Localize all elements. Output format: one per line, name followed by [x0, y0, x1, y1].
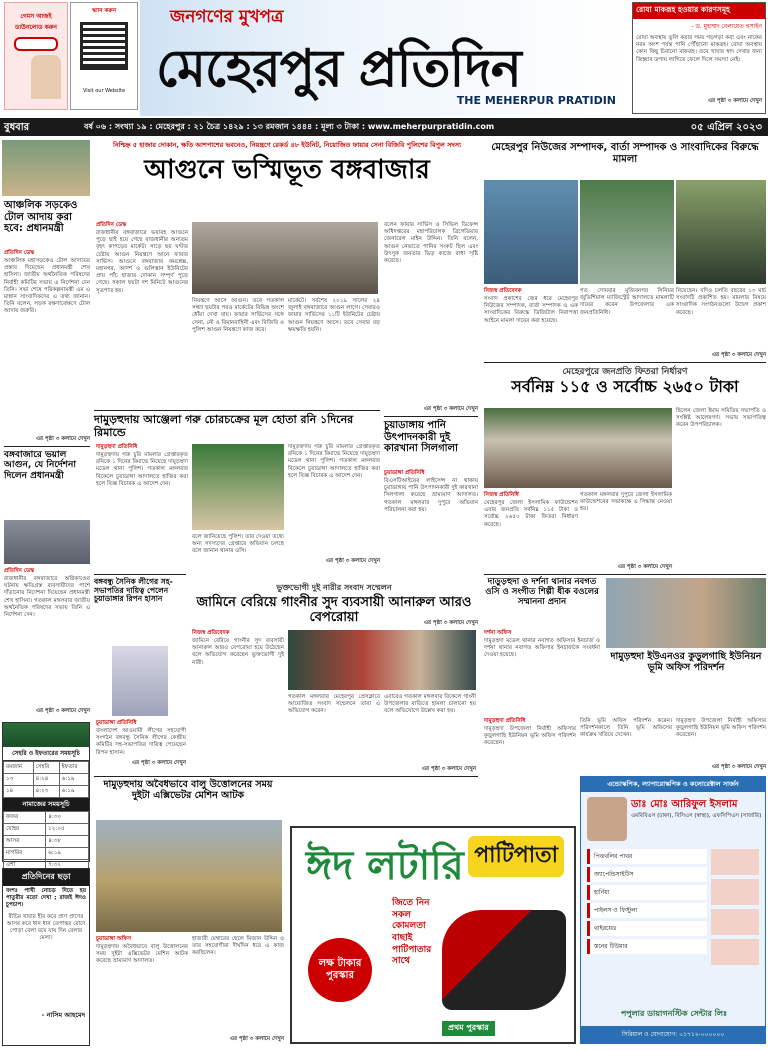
case-text-1: সংবাদ প্রকাশের জের ধরে মেহেরপুর নিউজের সম্পাদক, বার্তা সম্পাদক ও এক সাংবাদিকের বিরুদ্ধে ডিজিটাল নিরাপত্তা আইনে মামলা দায়ের করা হয়েছে।	[484, 296, 578, 324]
doctor-ad[interactable]	[580, 776, 766, 1044]
left-text-1: আঞ্চলিক মহাসড়কেও টোল আদায়ের প্রস্তাব দিয়েছেন প্রধানমন্ত্রী শেখ হাসিনা। জাতীয় অর্থনৈতিক পরিষদের নির্বাহী কমিটির সভায় এ নির্দেশনা দেন তিনি। সভা শেষে পরিকল্পনামন্ত্রী এম এ মান্নান সাংবাদিকদের এ তথ্য জানান। তিনি বলেন, সড়ক রক্ষণাবেক্ষণে টোল আদায় জরুরি।	[4, 258, 90, 315]
victims-kicker: ভুক্তভোগী দুই নারীর সংবাদ সম্মেলন	[276, 583, 392, 592]
victims-text-3: এবারেও গতকাল মঙ্গলবার বিকেলে গাংনী উপজেলার বাড়িতে হামলা চালানো হয় বলে অভিযোগে উল্লেখ করা হয়।	[384, 694, 476, 715]
fitra-cont[interactable]: এর পৃষ্ঠা ৩ কলামে দেখুন	[617, 564, 672, 570]
namaz-cell: ফজর	[4, 812, 46, 824]
date-bar	[0, 118, 768, 136]
prize-badge	[308, 938, 372, 1002]
divider-sand	[94, 776, 478, 777]
land-text-3: দামুড়হুদা উপজেলা নির্বাহী অফিসার কুড়ুলগাছি ইউনিয়ন ভূমি অফিস পরিদর্শন করেছেন।	[676, 718, 766, 739]
fitra-byline: নিজস্ব প্রতিনিধি	[484, 492, 519, 498]
ramadan-table	[3, 761, 89, 798]
side-column	[632, 2, 766, 114]
app-promo-line1: গেমস আজই	[20, 13, 52, 20]
sand-text-2: হাজারী মেম্বারের ছেলে মিজান উদ্দিন ও তার সহযোগীরা দীর্ঘদিন ধরে এ কাজ করছিলেন।	[192, 936, 284, 957]
victims-text: জামিনে বেরিয়ে গাংনীর সুদ ব্যবসায়ী আনারুল আরও বেপরোয়া হয়ে উঠেছেন বলে অভিযোগ করেছেন ভুক্তভোগী দুই নারী।	[192, 638, 284, 666]
fitra-kicker: মেহেরপুরে জনপ্রতি ফিতরা নির্ধারণ	[562, 367, 688, 377]
qr-box[interactable]	[70, 2, 138, 110]
left-byline-2: প্রতিদিন ডেস্ক	[4, 568, 35, 574]
damur-headline[interactable]: দামুড়হুদায় আঞ্জেলা গরু চোরচক্রের মূল হোতা রনি ১দিনের রিমান্ডে	[94, 413, 354, 439]
divider-damur	[94, 410, 380, 411]
left-byline-1: প্রতিদিন ডেস্ক	[4, 250, 35, 256]
namaz-cell: যোহর	[4, 824, 46, 836]
bmsp-text: বাংলাদেশ আওয়ামী লীগের সহযোগী সংগঠন বঙ্গবন্ধু সৈনিক লীগের কেন্দ্রীয় কমিটির সহ-সভাপতির দায়িত্ব পেয়েছেন রিপন হাসান।	[96, 728, 186, 756]
fitra-meeting-photo	[484, 408, 672, 488]
editor-photo-2	[580, 180, 674, 284]
namaz-cell: ৪:৩০	[46, 812, 89, 824]
sand-cont[interactable]: এর পৃষ্ঠা ৩ কলামে দেখুন	[229, 1036, 284, 1042]
ramadan-box	[2, 722, 90, 868]
namaz-cell: ৭:৩২	[46, 860, 89, 872]
damur-text-3: দামুড়হুদায় গরু চুরি মামলার গ্রেপ্তারকৃত রনিকে ১ দিনের রিমান্ডে নিয়েছে দামুড়হুদা মডেল থানা পুলিশ। গতকাল মঙ্গলবার বিকেলে চুয়াডাঙ্গা আদালতে হাজির করা হলে বিজ্ঞ বিচারক এ আদেশ দেন।	[288, 444, 380, 479]
ramadan-cell: ১৩	[4, 774, 34, 786]
eid-title: ঈদ লটারি	[306, 843, 464, 889]
rape-byline: দর্শনা অফিস	[484, 630, 512, 636]
motorcycle-icon	[442, 910, 566, 1010]
divider-chuadanga	[384, 416, 478, 417]
doctor-photo	[587, 797, 627, 841]
rape-text: দামুড়হুদা মডেল থানার নবাগত অফিসার ইনচার্জ ও দর্শনা থানার নবাগত অফিসার ইনচার্জকে সংবর্ধনা দেওয়া হয়েছে।	[484, 638, 600, 659]
doc-item: হার্নিয়া	[587, 885, 707, 900]
case-headline[interactable]: মেহেরপুর নিউজের সম্পাদক, বার্তা সম্পাদক ও সাংবাদিকের বিরুদ্ধে মামলা	[491, 142, 759, 165]
masthead-title-en: THE MEHERPUR PRATIDIN	[456, 94, 616, 107]
case-cont[interactable]: এর পৃষ্ঠা ৩ কলামে দেখুন	[711, 352, 766, 358]
qr-code-icon	[80, 22, 128, 70]
bmsp-cont[interactable]: এর পৃষ্ঠা ৩ কলামে দেখুন	[131, 760, 186, 766]
accused-photo	[192, 444, 284, 530]
damur-text-2: বলে জানিয়েছে পুলিশ। তার দেওয়া তথ্যে অন্য সদস্যদের গ্রেপ্তারে অভিযান চলছে বলে জানান থানার ওসি।	[192, 534, 284, 555]
qr-caption: স্ক্যান করুন	[91, 8, 117, 14]
damur-byline: দামুড়হুদা প্রতিনিধি	[96, 444, 138, 450]
lead-text-4: বলেন ফায়ার সার্ভিস ও সিভিল ডিফেন্স অধিদপ্তরের মহাপরিচালক ব্রিগেডিয়ার জেনারেল মাইন উদ্দিন। তিনি বলেন, আগুন নেভাতে পানির সংকট ছিল এবং উৎসুক জনতার ভিড় কাজে বাধা সৃষ্টি করেছে।	[384, 222, 478, 265]
masthead	[140, 0, 628, 116]
doc-illustrations	[711, 849, 759, 969]
masthead-tagline: জনগণের মুখপত্র	[170, 7, 284, 27]
lead-byline: প্রতিদিন ডেস্ক	[96, 222, 127, 228]
sand-headline[interactable]: দামুড়হুদায় অবৈধভাবে বালু উত্তোলনের সময় দুইটা এক্সিভেটর মেশিন আটক	[103, 779, 273, 801]
divider-fitra	[484, 362, 766, 363]
damur-cont[interactable]: এর পৃষ্ঠা ৩ কলামে দেখুন	[325, 558, 380, 564]
eid-lottery-ad[interactable]	[290, 826, 576, 1044]
eid-brand: পাটিপাতা	[468, 836, 564, 877]
doc-item: স্তনের টিউমার	[587, 939, 707, 954]
doc-item: পিত্তথলির পাথর	[587, 849, 707, 864]
ramadan-cell: ৬:১৯	[59, 786, 88, 798]
divider-bmsp	[94, 574, 186, 575]
poem-title: প্রতিদিনের ছড়া	[3, 869, 89, 886]
doc-deg: এমবিবিএস (ঢাকা), বিসিএস (স্বাস্থ্য), এফসিপিএস (সার্জারি)	[631, 813, 762, 819]
fire-photo	[192, 222, 378, 294]
poem-box	[2, 868, 90, 1046]
namaz-cell: ৪:৩৮	[46, 836, 89, 848]
ramadan-cell: ৪:২৩	[33, 786, 59, 798]
lead-kicker: নিশ্চিহ্ন ৫ হাজার দোকান, ক্ষতি আশপাশের ভবনেও, নিয়ন্ত্রণে রেকর্ড ৪৮ ইউনিট, নিয়োজিত ফায়ার সেনা বিজিবি পুলিশের বিপুল সদস্য	[113, 141, 461, 149]
masthead-title: মেহেরপুর প্রতিদিন	[156, 39, 521, 99]
doc-top: এন্ডোস্কপিক, ল্যাপারোস্কপিক ও কলোরেক্টাল সার্জন	[581, 777, 765, 792]
hand-phone-icon	[31, 55, 61, 99]
left-text-2: রাজধানীর বঙ্গবাজারে অগ্নিকাণ্ডের ঘটনায় ক্ষতিগ্রস্ত ব্যবসায়ীদের পাশে দাঁড়ানোর নির্দেশনা দিয়েছেন প্রধানমন্ত্রী শেখ হাসিনা। গতকাল মঙ্গলবার জাতীয় অর্থনৈতিক পরিষদের সভায় তিনি এ নির্দেশনা দেন।	[4, 576, 90, 619]
land-text: দামুড়হুদা উপজেলা নির্বাহী অফিসার কুড়ুলগাছি ইউনিয়ন ভূমি অফিস পরিদর্শন করেছেন।	[484, 726, 576, 747]
sand-byline: চুয়াডাঙ্গা অফিস	[96, 936, 132, 942]
fitra-headline[interactable]: সর্বনিম্ন ১১৫ ও সর্বোচ্চ ২৬৫০ টাকা	[511, 377, 739, 396]
case-text-2: গত সোমবার মুজিবনগর সিনিয়র জুডিশিয়াল ম্যাজিস্ট্রেট আদালতে মামলাটি দায়ের করেন উপজেলার এক জনপ্রতিনিধি।	[580, 288, 674, 316]
namaz-cell: ১২:০৫	[46, 824, 89, 836]
case-byline: নিজস্ব প্রতিবেদক	[484, 288, 522, 294]
namaz-title: নামাজের সময়সূচি	[3, 798, 89, 811]
side-author: - ড. মুহাম্মদ বেলায়েত হুসাইন	[691, 23, 762, 30]
ramadan-cell: ৪:২৪	[33, 774, 59, 786]
ramadan-head: রমজান	[4, 762, 34, 774]
ramadan-title: সেহরি ও ইফতারের সময়সূচি	[3, 747, 89, 761]
land-headline[interactable]: দামুড়হুদা ইউএনওর কুড়ুলগাছি ইউনিয়ন ভূমি অফিস পরিদর্শন	[610, 651, 762, 673]
doc-item: অ্যাপেন্ডিসাইটিস	[587, 867, 707, 882]
mosque-icon	[3, 723, 89, 747]
doc-item: পাইলস ও ফিস্টুলা	[587, 903, 707, 918]
lead-cont[interactable]: এর পৃষ্ঠা ৩ কলামে দেখুন	[423, 406, 478, 412]
victims-text-2: গতকাল মঙ্গলবার মেহেরপুর প্রেসক্লাবে আয়োজিত সংবাদ সম্মেলনে তারা এ অভিযোগ করেন।	[288, 694, 380, 715]
doc-name: ডাঃ মোঃ আরিফুল ইসলাম	[631, 799, 738, 810]
doc-item: থাইরয়েড	[587, 921, 707, 936]
poem-head: বংশঃ পাখী নোচড় দিতে হয় পাতুরীর মতো দেখা ; রাজই ঈদও চুপচাপ।	[6, 888, 86, 909]
lead-text-3: মার্কেটে। সর্বশেষ ২০১৯ সালের ২৪ জুলাই বঙ্গবাজারে আগুন লাগে। সেবারও ফায়ার সার্ভিসের ১১টি ইউনিটের চেষ্টায় আগুন নিয়ন্ত্রণে আসে। তবে সেবার বড় ক্ষয়ক্ষতি হয়নি।	[288, 298, 380, 333]
chuadanga-headline[interactable]: চুয়াডাঙ্গায় পানি উৎপাদনকারী দুই কারখানা সিলগালা	[384, 420, 458, 454]
side-cont: এর পৃষ্ঠা ৩ কলামে দেখুন	[707, 98, 762, 104]
left-headline-2[interactable]: বঙ্গবাজারে ভয়াল আগুন, যে নির্দেশনা দিলেন প্রধানমন্ত্রী	[4, 450, 76, 481]
app-promo-ad[interactable]	[4, 2, 68, 110]
doc-items	[587, 849, 707, 957]
namaz-cell: মাগরিব	[4, 848, 46, 860]
meeting-photo	[2, 140, 90, 196]
chuadanga-byline: চুয়াডাঙ্গা প্রতিনিধি	[384, 470, 425, 476]
fitra-text-right: ছিলেন জেলা ইমাম সমিতির সভাপতি ও সংশ্লিষ্ট আলেমগণ। সভায় সভাপতিত্ব করেন উপপরিচালক।	[676, 408, 766, 429]
land-text-2: তিনি ভূমি অফিস পরিদর্শন করেন। পরিদর্শনকালে তিনি ভূমি অফিসের কার্যক্রম খতিয়ে দেখেন।	[580, 718, 672, 739]
namaz-cell: আসর	[4, 836, 46, 848]
bmsp-headline[interactable]: বঙ্গবন্ধু সৈনিক লীগের সহ-সভাপতির দায়িত্ব পেলেন চুয়াডাঙ্গার রিপন হাসান	[94, 577, 173, 604]
honor-photo	[606, 578, 766, 648]
app-logo-icon	[14, 37, 58, 51]
namaz-table	[3, 811, 89, 872]
ramadan-cell: ৬:১৯	[59, 774, 88, 786]
victims-byline: নিজস্ব প্রতিবেদক	[192, 630, 230, 636]
eid-footer: প্রথম পুরস্কার	[442, 1021, 495, 1036]
doc-foot: সিরিয়াল ও যোগাযোগ: ০১৭১২-০০০০০০	[581, 1026, 765, 1043]
sand-text: দামুড়হুদায় অবৈধভাবে বালু উত্তোলনের সময় দুইটা এক্সিভেটর মেশিন আটক করেছে ভ্রাম্যমাণ আদালত।	[96, 944, 188, 965]
bmsp-byline: চুয়াডাঙ্গা প্রতিনিধি	[96, 720, 137, 726]
ripon-photo	[112, 646, 168, 716]
lead-text-1: রাজধানীর বঙ্গবাজারে ভয়াবহ আগুনে পুড়ে ছাই হয়ে গেছে রাজধানীর অন্যতম বৃহৎ কাপড়ের মার্কেট। সাড়ে ছয় ঘণ্টার চেষ্টায় আগুন নিয়ন্ত্রণে আনে ফায়ার সার্ভিস। আগুনে বঙ্গবাজার কমপ্লেক্স, মহানগর, আদর্শ ও গুলিস্তান ইউনিটের প্রায় পাঁচ হাজার দোকান সম্পূর্ণ পুড়ে গেছে। সকাল ছয়টা দশ মিনিটে আগুনের সূত্রপাত হয়।	[96, 230, 188, 294]
eid-side: জিতে নিন সকল কোমলতা বাছাই পাটিপাতার সাথে	[392, 898, 432, 967]
ramadan-cell: ১৪	[4, 786, 34, 798]
divider-rape	[484, 574, 766, 575]
chuadanga-cont[interactable]: এর পৃষ্ঠা ৩ কলামে দেখুন	[423, 620, 478, 626]
left-cont-1[interactable]: এর পৃষ্ঠা ৩ কলামে দেখুন	[35, 436, 90, 442]
side-text: রোযা অবস্থায় ভুলি করার সময় গড়গড়া করা এবং নাকের নরম অংশ পর্যন্ত পানি পৌঁছানো মাকরূহ। রোযা অবস্থায় কোন কিছু চিবানো মাকরূহ। তবে খাবার স্বাদ দেখার জন্য জিহ্বার ডগায় লাগিয়ে ফেলে দিলে সমস্যা নেই।	[636, 35, 762, 63]
land-byline: দামুড়হুদা প্রতিনিধি	[484, 718, 526, 724]
chuadanga-text: বিএসটিআইয়ের লাইসেন্স না থাকায় চুয়াডাঙ্গায় পানি উৎপাদনকারী দুই কারখানা সিলগালা করেছে ভ্রাম্যমাণ আদালত। গতকাল মঙ্গলবার দুপুরে অভিযান পরিচালনা করা হয়।	[384, 478, 478, 513]
date-day: বুধবার	[4, 122, 30, 133]
doc-center: পপুলার ডায়াগনস্টিক সেন্টার লিঃ	[620, 1009, 728, 1018]
fitra-text-1: মেহেরপুর জেলা ইসলামিক ফাউন্ডেশন এবার জনপ্রতি সর্বনিম্ন ১১৫ টাকা ও সর্বোচ্চ ২৬৫০ টাকা ফিতরা নির্ধারণ করেছে।	[484, 500, 578, 528]
rape-headline[interactable]: দাড়ুড়হুদা ও দর্শনা থানার নবগত ওসি ও সংগীত শিল্পী ধীক বওলের সম্মাননা প্রদান	[485, 577, 599, 607]
case-text-3: নিয়েছেন। যদিও চলতি বছরের ১৩ মার্চ সংবাদটি প্রকাশিত হয়। মামলার বিষয়ে সাংবাদিক সংগঠনগুলো উদ্বেগ প্রকাশ করেছে।	[676, 288, 766, 316]
app-promo-line2: ডাউনলোড করুন	[15, 24, 57, 31]
ramadan-head: ইফতার	[59, 762, 88, 774]
lead-text-2: নিয়ন্ত্রণে আসে আগুন। তবে গতকাল সন্ধ্যা ছয়টার পরও মার্কেটের বিভিন্ন অংশে ধোঁয়া দেখা যায়। ফায়ার সার্ভিসের সঙ্গে সেনা, নৌ ও বিমানবাহিনী এবং বিজিবি ও পুলিশ আগুন নিয়ন্ত্রণে কাজ করে।	[192, 298, 284, 333]
ramadan-head: সেহরি	[33, 762, 59, 774]
victims-photo	[288, 630, 476, 690]
namaz-cell: এশা	[4, 860, 46, 872]
excavator-photo	[96, 820, 282, 932]
left-cont-2[interactable]: এর পৃষ্ঠা ৩ কলামে দেখুন	[35, 708, 90, 714]
land-cont[interactable]: এর পৃষ্ঠা ৩ কলামে দেখুন	[711, 764, 766, 770]
editor-photo-1	[484, 180, 578, 284]
victims-cont[interactable]: এর পৃষ্ঠা ৩ কলামে দেখুন	[421, 766, 476, 772]
poem-text: বীচির খাবার হীর করে প্রাণ প্রাণের আসর করে ধান ধান তেপান্তর রোদে পোড়া বেলা বয়ে যায় দিন বেলার মেলা।	[6, 913, 86, 942]
damur-text: দামুড়হুদায় গরু চুরি মামলার গ্রেপ্তারকৃত রনিকে ১ দিনের রিমান্ডে নিয়েছে দামুড়হুদা মডেল থানা পুলিশ। গতকাল মঙ্গলবার বিকেলে চুয়াডাঙ্গা আদালতে হাজির করা হলে বিজ্ঞ বিচারক এ আদেশ দেন।	[96, 452, 188, 487]
fitra-text-2: গতকাল মঙ্গলবার দুপুরে জেলা ইসলামিক ফাউন্ডেশনের সভাকক্ষে এ সিদ্ধান্ত নেওয়া হয়।	[580, 492, 672, 513]
lead-headline[interactable]: আগুনে ভস্মিভূত বঙ্গবাজার	[144, 155, 430, 185]
date-info: বর্ষ ০৬ : সংখ্যা ১৯ : মেহেরপুর : ২১ চৈত্র ১৪২৯ : ১৩ রমজান ১৪৪৪ : মূল্য ৩ টাকা : www.meherpurpratidin.com	[84, 122, 495, 131]
victims-headline[interactable]: জামিনে বেরিয়ে গাংনীর সুদ ব্যবসায়ী আনারুল আরও বেপরোয়া	[196, 595, 472, 625]
qr-subcaption: Visit our Website	[82, 88, 126, 94]
side-headline: রোযা মাকরূহ হওয়ার কারণসমূহ	[633, 3, 765, 19]
date-en: ০৫ এপ্রিল ২০২৩	[690, 122, 762, 133]
eid-prize: লক্ষ টাকার পুরস্কার	[318, 958, 362, 981]
left-headline-1[interactable]: আঞ্চলিক সড়কেও টোল আদায় করা হবে: প্রধানমন্ত্রী	[4, 200, 78, 234]
editor-photo-3	[676, 180, 766, 284]
namaz-cell: ৬:১৯	[46, 848, 89, 860]
poem-author: - নাসিম আহমেদ	[41, 1010, 85, 1019]
left-divider	[4, 446, 90, 447]
pm-photo	[4, 520, 90, 564]
